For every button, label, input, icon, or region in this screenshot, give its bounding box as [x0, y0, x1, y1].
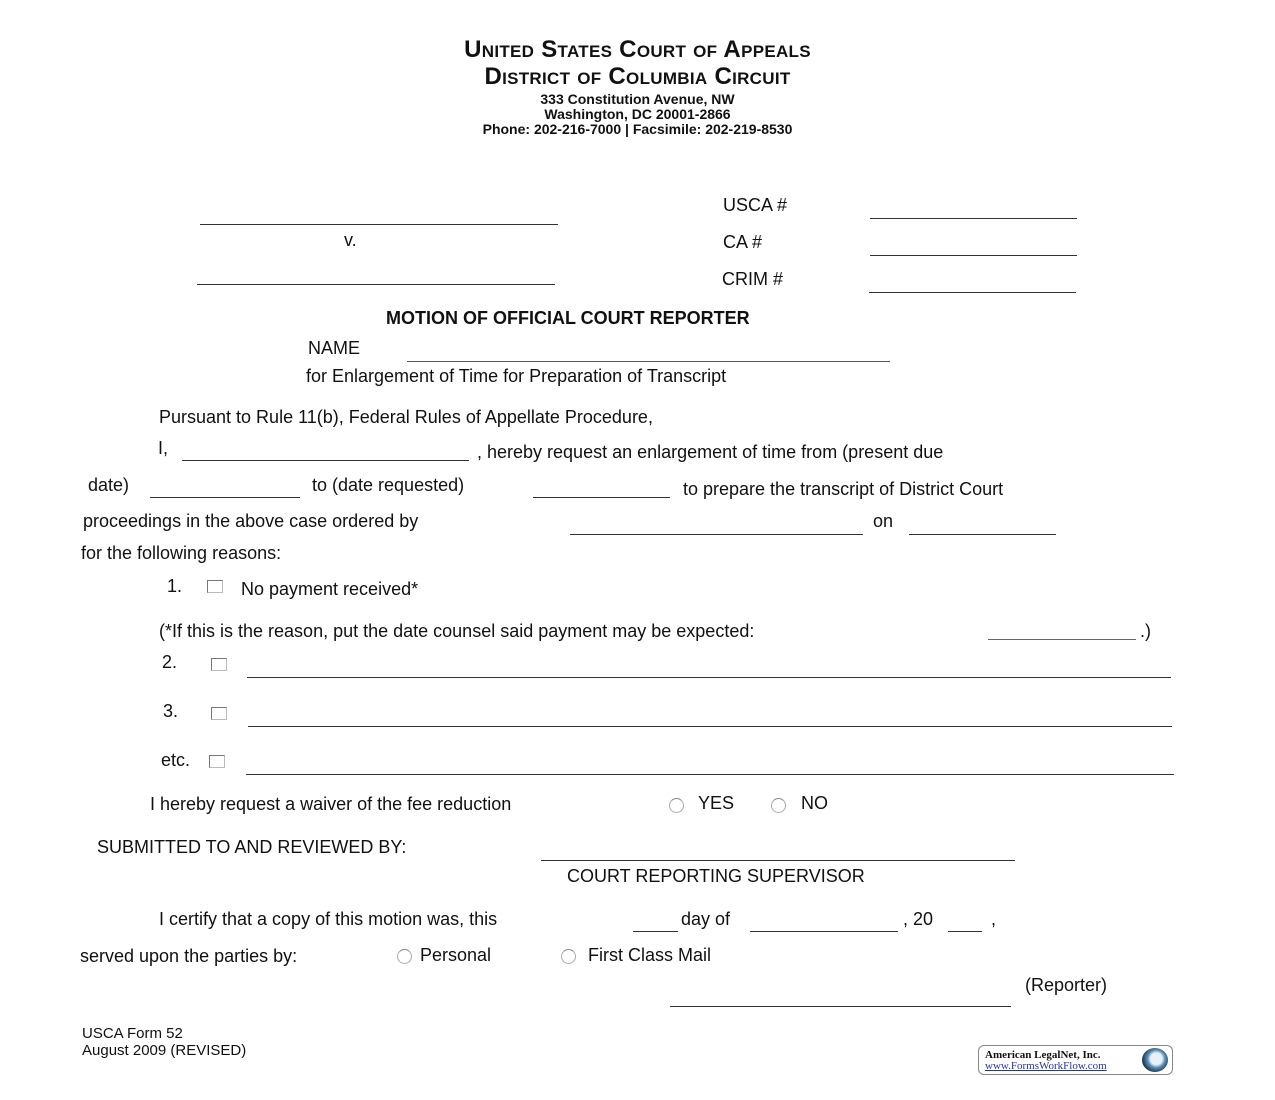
year-prefix: , 20	[903, 909, 934, 929]
reason-3-checkbox[interactable]	[211, 707, 227, 720]
certify-text: I certify that a copy of this motion was, this	[159, 909, 498, 929]
supervisor-signature-field[interactable]	[541, 860, 1015, 861]
versus-label: v.	[344, 230, 357, 250]
court-address-line1: 333 Constitution Avenue, NW	[540, 91, 735, 107]
usca-number-label: USCA #	[723, 195, 788, 215]
reason-etc-label: etc.	[161, 750, 191, 770]
ca-number-field[interactable]	[870, 255, 1077, 256]
certify-month-field[interactable]	[750, 931, 898, 932]
ordered-by-field[interactable]	[570, 534, 863, 535]
supervisor-caption: COURT REPORTING SUPERVISOR	[567, 866, 865, 886]
day-of-label: day of	[681, 909, 731, 929]
form-revision: August 2009 (REVISED)	[82, 1042, 247, 1059]
american-legalnet-logo[interactable]	[978, 1045, 1173, 1075]
crim-number-field[interactable]	[869, 292, 1076, 293]
motion-subtitle: for Enlargement of Time for Preparation of Transcript	[306, 366, 727, 386]
circuit-title: District of Columbia Circuit	[484, 63, 791, 90]
party2-field[interactable]	[197, 284, 555, 285]
form-number: USCA Form 52	[82, 1025, 183, 1042]
reason-1-number: 1.	[167, 576, 183, 596]
reason-2-checkbox[interactable]	[211, 658, 227, 671]
served-label: served upon the parties by:	[80, 946, 298, 966]
served-first-class-radio[interactable]	[561, 949, 576, 964]
payment-note: (*If this is the reason, put the date counsel said payment may be expected:	[159, 621, 755, 641]
logo-website-link[interactable]: www.FormsWorkFlow.com	[985, 1060, 1107, 1072]
reason-2-field[interactable]	[247, 677, 1171, 678]
crim-number-label: CRIM #	[722, 269, 784, 289]
waiver-yes-label: YES	[698, 793, 735, 813]
reporter-label: (Reporter)	[1025, 975, 1108, 995]
logo-company-name: American LegalNet, Inc.	[985, 1049, 1101, 1061]
ca-number-label: CA #	[723, 232, 763, 252]
request-text: , hereby request an enlargement of time from (present due	[477, 442, 944, 462]
payment-note-end: .)	[1140, 621, 1151, 641]
name-field[interactable]	[407, 361, 890, 362]
court-address-line2: Washington, DC 20001-2866	[544, 106, 731, 122]
reason-etc-checkbox[interactable]	[209, 755, 225, 768]
reason-1-label: No payment received*	[241, 579, 419, 599]
reporter-signature-field[interactable]	[670, 1006, 1011, 1007]
waiver-yes-radio[interactable]	[669, 798, 684, 813]
served-first-class-label: First Class Mail	[588, 945, 712, 965]
date-requested-label: to (date requested)	[312, 475, 465, 495]
name-label: NAME	[308, 338, 361, 358]
ordered-on-date-field[interactable]	[909, 534, 1056, 535]
usca-number-field[interactable]	[870, 218, 1077, 219]
reason-etc-field[interactable]	[246, 774, 1174, 775]
reason-1-checkbox[interactable]	[207, 580, 223, 593]
proceedings-text: proceedings in the above case ordered by	[83, 511, 419, 531]
waiver-label: I hereby request a waiver of the fee reduction	[150, 794, 512, 814]
waiver-no-radio[interactable]	[771, 798, 786, 813]
submitted-reviewed-label: SUBMITTED TO AND REVIEWED BY:	[97, 837, 407, 857]
present-due-date-field[interactable]	[150, 497, 300, 498]
certify-comma: ,	[991, 909, 997, 929]
waiver-no-label: NO	[801, 793, 828, 813]
party1-field[interactable]	[200, 224, 558, 225]
date-label: date)	[88, 475, 130, 495]
served-personal-radio[interactable]	[397, 949, 412, 964]
payment-expected-date-field[interactable]	[988, 639, 1136, 640]
certify-year-field[interactable]	[948, 931, 982, 932]
prepare-text: to prepare the transcript of District Court	[683, 479, 1004, 499]
on-label: on	[873, 511, 894, 531]
reporter-name-field[interactable]	[182, 460, 469, 461]
reason-3-field[interactable]	[248, 726, 1172, 727]
i-label: I,	[158, 438, 169, 458]
court-contact: Phone: 202-216-7000 | Facsimile: 202-219-8530	[482, 121, 793, 137]
court-title: United States Court of Appeals	[464, 36, 811, 63]
reasons-label: for the following reasons:	[81, 543, 282, 563]
reason-2-number: 2.	[162, 652, 178, 672]
motion-title: MOTION OF OFFICIAL COURT REPORTER	[386, 308, 750, 328]
pursuant-text: Pursuant to Rule 11(b), Federal Rules of Appellate Procedure,	[159, 407, 653, 427]
certify-day-field[interactable]	[633, 931, 678, 932]
globe-icon	[1142, 1048, 1168, 1072]
date-requested-field[interactable]	[533, 497, 670, 498]
served-personal-label: Personal	[420, 945, 492, 965]
reason-3-number: 3.	[163, 701, 179, 721]
